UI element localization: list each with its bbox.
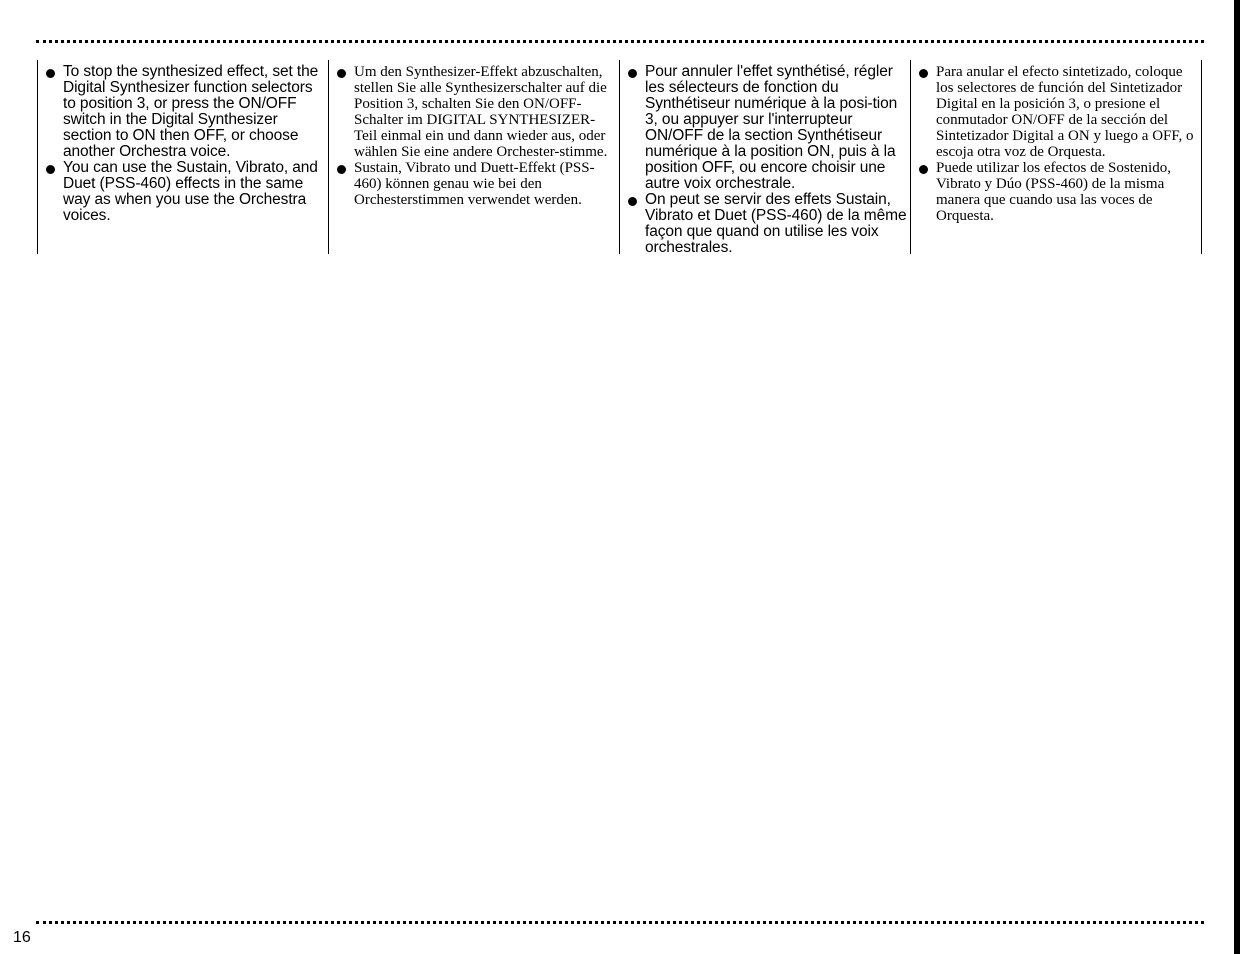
french-column bbox=[619, 60, 910, 254]
bottom-dotted-divider bbox=[36, 921, 1204, 924]
list-item bbox=[626, 64, 908, 192]
english-item-2-text: You can use the Sustain, Vibrato, and Duet (PSS-460) effects in the same way as when you use the Orchestra voices. bbox=[63, 159, 318, 224]
list-item bbox=[44, 160, 326, 224]
german-item-2-text: Sustain, Vibrato und Duett-Effekt (PSS-460) können genau wie bei den Orchesterstimmen verwendet werden. bbox=[354, 160, 595, 208]
bullet-icon bbox=[919, 69, 928, 78]
bullet-icon bbox=[337, 165, 346, 174]
bullet-icon bbox=[337, 69, 346, 78]
german-item-1-text: Um den Synthesizer-Effekt abzuschalten, stellen Sie alle Synthesizerschalter auf die Position 3, schalten Sie den ON/OFF-Schalter im DIGITAL SYNTHESIZER-Teil einmal ein und dann wieder aus, oder wählen Sie eine andere Orchester-stimme. bbox=[354, 64, 608, 160]
page-edge-bar bbox=[1234, 0, 1240, 954]
german-column bbox=[328, 60, 619, 254]
list-item bbox=[626, 192, 908, 256]
bullet-icon bbox=[628, 197, 637, 206]
french-item-1-text: Pour annuler l'effet synthétisé, régler les sélecteurs de fonction du Synthétiseur numérique à la posi-tion 3, ou appuyer sur l'interrupteur ON/OFF de la section Synthétiseur numérique à la position ON, puis à la position OFF, ou encore choisir une autre voix orchestrale. bbox=[645, 63, 898, 192]
bullet-icon bbox=[628, 69, 637, 78]
english-item-1-text: To stop the synthesized effect, set the Digital Synthesizer function selectors to position 3, or press the ON/OFF switch in the Digital Synthesizer section to ON then OFF, or choose another Orchestra voice. bbox=[63, 63, 319, 160]
spanish-column bbox=[910, 60, 1202, 254]
list-item bbox=[917, 64, 1199, 160]
bullet-icon bbox=[46, 165, 55, 174]
page-number: 16 bbox=[13, 929, 31, 946]
spanish-item-2-text: Puede utilizar los efectos de Sostenido, Vibrato y Dúo (PSS-460) de la misma manera que cuando usa las voces de Orquesta. bbox=[936, 160, 1171, 224]
french-item-2-text: On peut se servir des effets Sustain, Vibrato et Duet (PSS-460) de la même façon que quand on utilise les voix orchestrales. bbox=[645, 191, 907, 256]
list-item bbox=[335, 64, 617, 160]
spanish-item-1-text: Para anular el efecto sintetizado, coloque los selectores de función del Sintetizador Digital en la posición 3, o presione el conmutador ON/OFF de la sección del Sintetizador Digital a ON y luego a OFF, o escoja otra voz de Orquesta. bbox=[936, 64, 1194, 160]
list-item bbox=[917, 160, 1199, 224]
list-item bbox=[335, 160, 617, 208]
top-dotted-divider bbox=[36, 40, 1204, 43]
bullet-icon bbox=[46, 69, 55, 78]
list-item bbox=[44, 64, 326, 160]
bullet-icon bbox=[919, 165, 928, 174]
english-column bbox=[37, 60, 328, 254]
